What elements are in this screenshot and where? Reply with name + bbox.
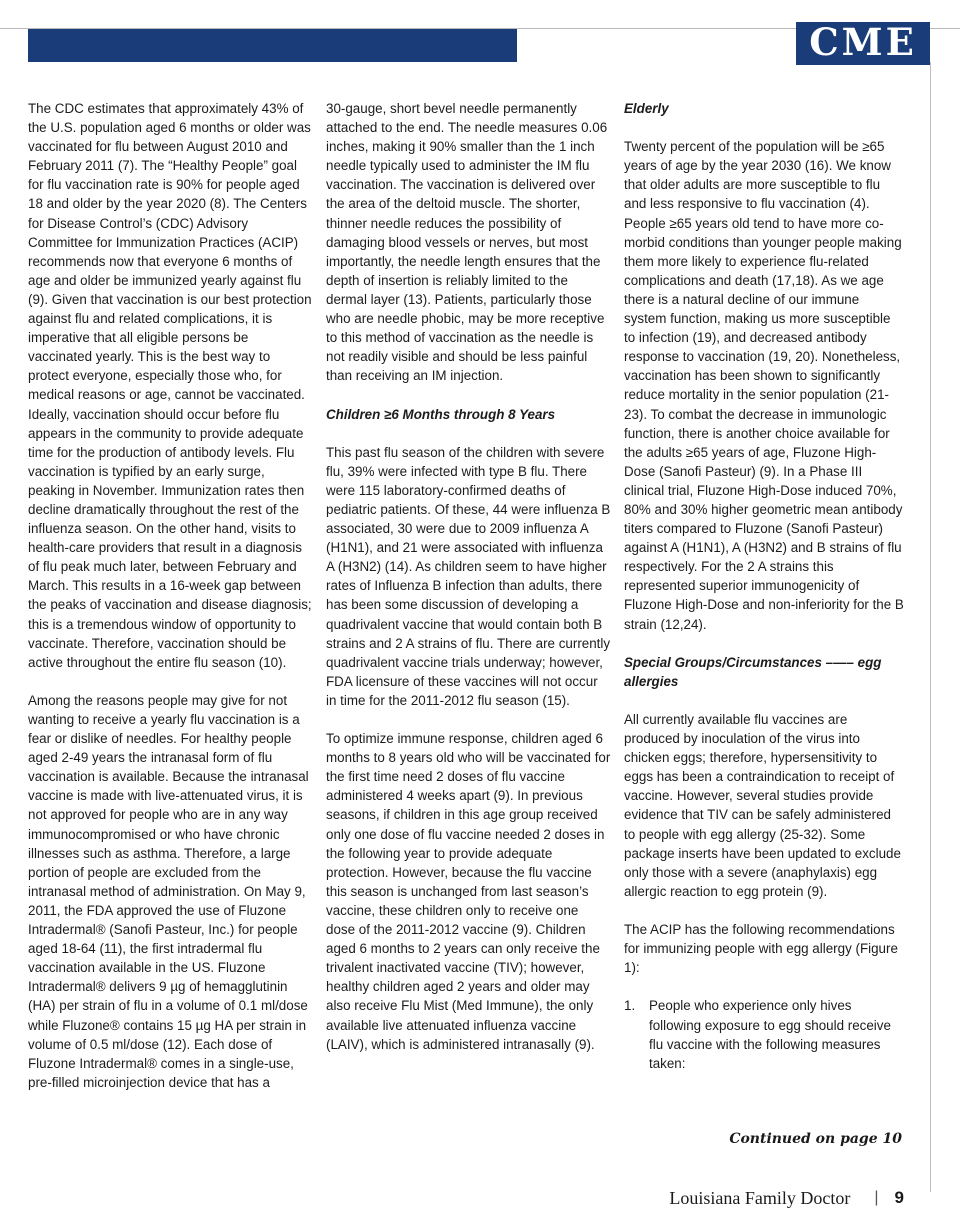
header-bar [28, 29, 517, 62]
paragraph: To optimize immune response, children aged 6 months to 8 years old who will be vaccinated for the first time need 2 doses of flu vaccine administered 4 weeks apart (9). In previous seasons, if children in this age group received only one dose of flu vaccine needed 2 doses in the following year to provide adequate protection. However, because the flu vaccine this season is unchanged from last season’s vaccine, these children only to receive one dose of the 2011-2012 vaccine (9). Children aged 6 months to 2 years can only receive the trivalent inactivated vaccine (TIV); however, healthy children aged 2 years and older may also receive Flu Mist (Med Immune), the only available live attenuated influenza vaccine (LAIV), which is administered intranasally (9). [326, 731, 611, 1052]
right-margin-rule [930, 62, 931, 1192]
column-2 [326, 99, 611, 1054]
paragraph: The ACIP has the following recommendations for immunizing people with egg allergy (Figure 1): [624, 922, 898, 976]
section-heading-children: Children ≥6 Months through 8 Years [326, 406, 556, 422]
column-1 [28, 99, 313, 1092]
continued-note: Continued on page 10 [729, 1131, 902, 1147]
paragraph: This past flu season of the children with severe flu, 39% were infected with type B flu. There were 115 laboratory-confirmed deaths of pediatric patients. Of these, 44 were influenza B associated, 30 were due to 2009 influenza A (H1N1), and 21 were associated with influenza A (H3N2) (14). As children seem to have higher rates of Influenza B infection than adults, there has been some discussion of developing a quadrivalent vaccine that would contain both B strains and 2 A strains of flu. There are currently quadrivalent vaccine trials underway; however, FDA licensure of these vaccines will not occur in time for the 2011-2012 flu season (15). [326, 444, 611, 708]
cme-logo-text: CME [809, 20, 917, 64]
paragraph: The CDC estimates that approximately 43% of the U.S. population aged 6 months or older was vaccinated for flu between August 2010 and February 2011 (7). The “Healthy People” goal for flu vaccination rate is 90% for people aged 18 and older by the year 2020 (8). The Centers for Disease Control’s (CDC) Advisory Committee for Immunization Practices (ACIP) recommends now that everyone 6 months of age and older be immunized yearly against flu (9). Given that vaccination is our best protection against flu and related complications, it is imperative that all eligible persons be vaccinated yearly. This is the best way to protect everyone, especially those who, for medical reasons or age, cannot be vaccinated. Ideally, vaccination should occur before flu appears in the community to provide adequate time for the production of antibody levels. Flu vaccination is typified by an early surge, peaking in November. Immunization rates then decline dramatically throughout the rest of the influenza season. On the other hand, visits to health-care providers that result in a diagnosis of flu peak much later, between February and March. This results in a 16-week gap between the peaks of vaccination and disease diagnosis; this is a tremendous window of opportunity to vaccinate. Therefore, vaccination should be active throughout the entire flu season (10). [28, 101, 312, 670]
paragraph: All currently available flu vaccines are produced by inoculation of the virus into chicken eggs; therefore, hypersensitivity to eggs has been a contraindication to receipt of vaccine. However, several studies provide evidence that TIV can be safely administered to people with egg allergy (25-32). Some package inserts have been updated to exclude only those with a severe (anaphylaxis) egg allergic reaction to egg protein (9). [624, 712, 901, 899]
list-item-text: People who experience only hives following exposure to egg should receive flu vaccine with the following measures taken: [649, 998, 891, 1071]
list-item [624, 996, 904, 1072]
publication-name: Louisiana Family Doctor [669, 1187, 851, 1208]
list-number: 1. [624, 998, 636, 1014]
cme-logo [796, 22, 930, 65]
section-heading-egg-allergies: Special Groups/Circumstances –—– egg allergies [624, 654, 882, 689]
paragraph: Among the reasons people may give for not wanting to receive a yearly flu vaccination is a fear or dislike of needles. For healthy people aged 2-49 years the intranasal form of flu vaccination is available. Because the intranasal vaccine is made with live-attenuated virus, it is not approved for people who are in any way immunocompromised or who have chronic illnesses such as asthma. Therefore, a large portion of people are excluded from the intranasal method of administration. On May 9, 2011, the FDA approved the use of Fluzone Intradermal® (Sanofi Pasteur, Inc.) for people aged 18-64 (11), the first intradermal flu vaccination available in the US. Fluzone Intradermal® delivers 9 µg of hemagglutinin (HA) per strain of flu in a volume of 0.1 ml/dose while Fluzone® contains 15 µg HA per strain in volume of 0.5 ml/dose (12). Each dose of Fluzone Intradermal® comes in a single-use, pre-filled microinjection device that has a [28, 692, 309, 1090]
column-3 [624, 99, 904, 1073]
page-footer [580, 1186, 904, 1210]
page-number: 9 [894, 1188, 904, 1207]
footer-separator: | [874, 1189, 879, 1206]
section-heading-elderly: Elderly [624, 101, 669, 116]
recommendation-list [624, 996, 904, 1072]
paragraph: Twenty percent of the population will be ≥65 years of age by the year 2030 (16). We know that older adults are more susceptible to flu and less responsive to flu vaccination (4). People ≥65 years old tend to have more co-morbid conditions than younger people making them more likely to experience flu-related complications and death (17,18). As we age there is a natural decline of our immune system function, making us more susceptible to infection (19), and decreased antibody response to vaccination (19, 20). Nonetheless, vaccination has been shown to significantly reduce mortality in the senior population (21-23). To combat the decrease in immunologic function, there is another choice available for the adults ≥65 years of age, Fluzone High-Dose (Sanofi Pasteur) (9). In a Phase III clinical trial, Fluzone High-Dose induced 70%, 80% and 30% higher geometric mean antibody titers compared to Fluzone (Sanofi Pasteur) against A (H1N1), A (H3N2) and B strains of flu respectively. For the 2 A strains this represented superior immunogenicity of Fluzone High-Dose and non-inferiority for the B strain (12,24). [624, 139, 904, 632]
paragraph: 30-gauge, short bevel needle permanently attached to the end. The needle measures 0.06 inches, making it 90% smaller than the 1 inch needle typically used to administer the IM flu vaccination. The vaccination is delivered over the area of the deltoid muscle. The shorter, thinner needle reduces the possibility of damaging blood vessels or nerves, but most importantly, the needle length ensures that the depth of insertion is reliably limited to the dermal layer (13). Patients, particularly those who are needle phobic, may be more receptive to this method of vaccination as the needle is not readily visible and should be less painful than receiving an IM injection. [326, 101, 608, 384]
